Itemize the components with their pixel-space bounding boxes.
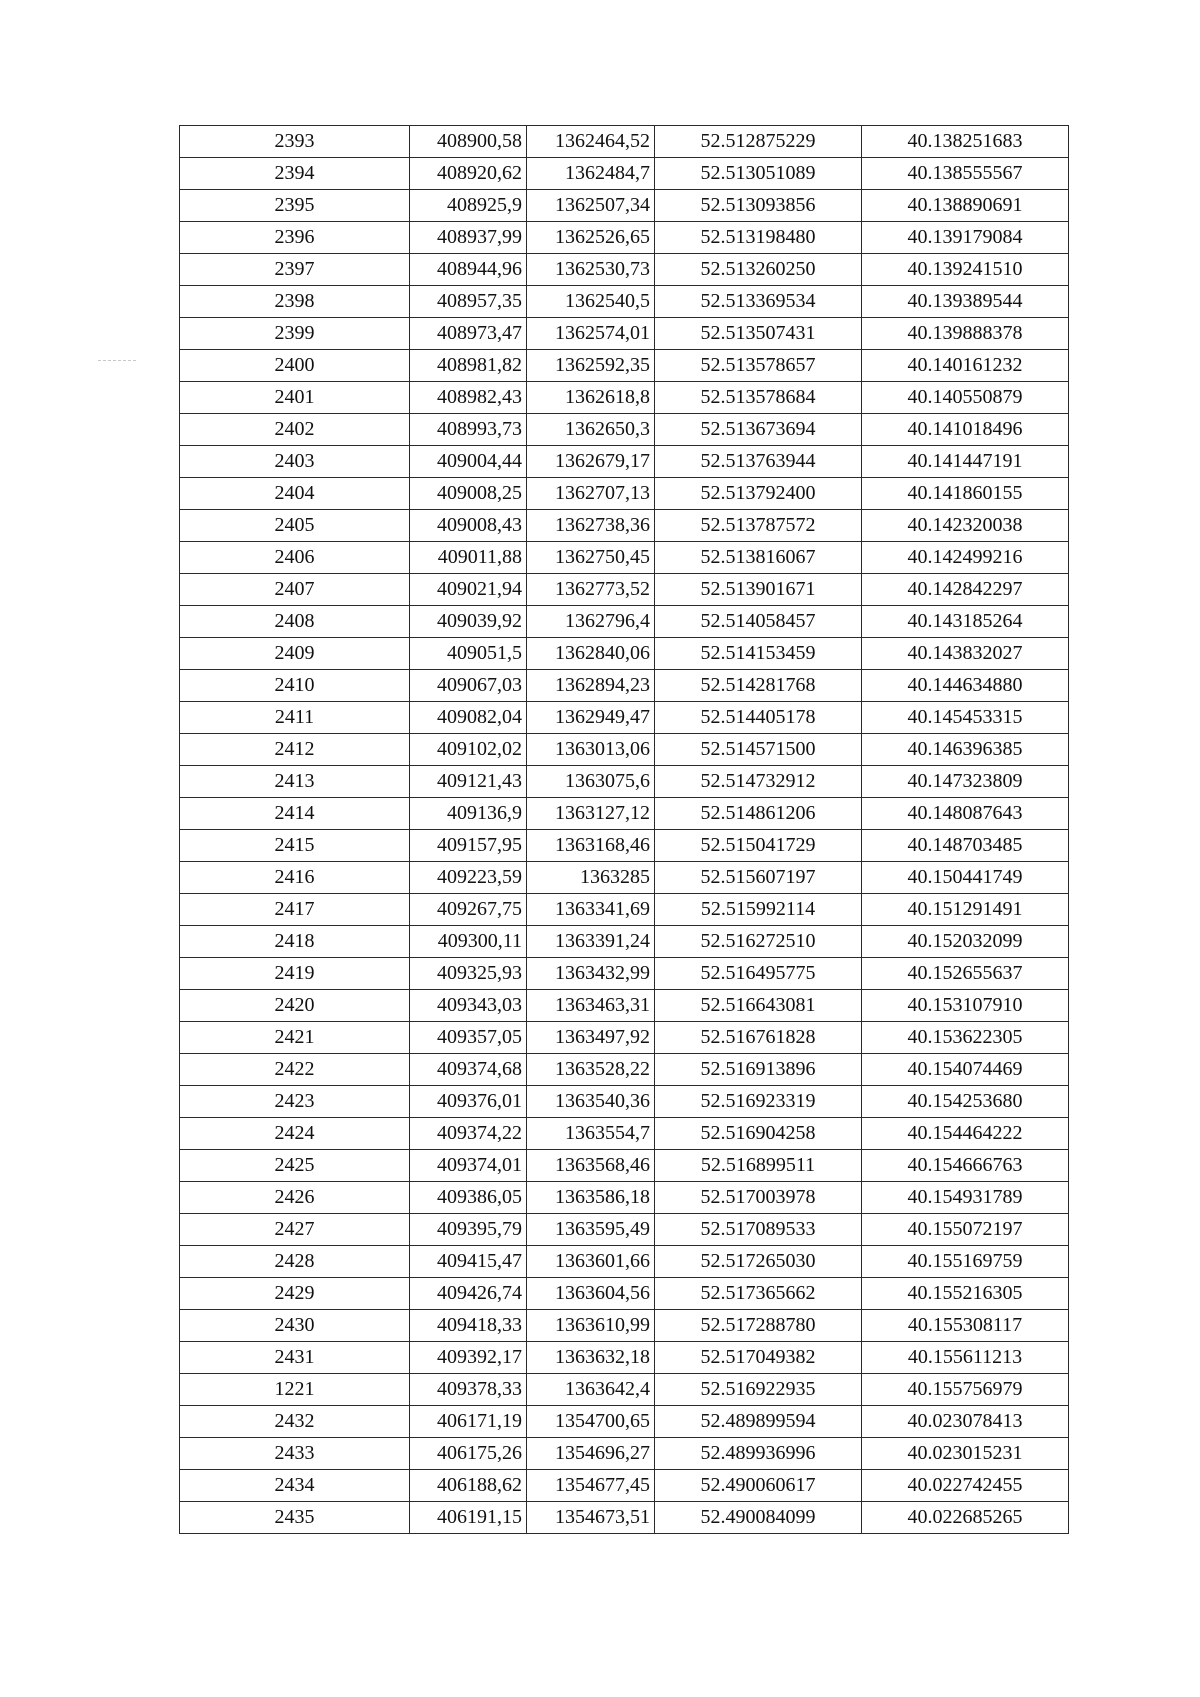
y-coordinate-cell: 1363610,99: [527, 1310, 655, 1342]
longitude-cell: 40.154253680: [862, 1086, 1069, 1118]
y-coordinate-cell: 1363013,06: [527, 734, 655, 766]
longitude-cell: 40.140550879: [862, 382, 1069, 414]
table-row: [180, 894, 1069, 926]
longitude-cell: 40.154074469: [862, 1054, 1069, 1086]
x-coordinate-cell: 409008,43: [410, 510, 527, 542]
table-row: [180, 1406, 1069, 1438]
table-row: [180, 990, 1069, 1022]
point-number-cell: 2422: [180, 1054, 410, 1086]
table-row: [180, 1246, 1069, 1278]
latitude-cell: 52.517265030: [655, 1246, 862, 1278]
latitude-cell: 52.512875229: [655, 126, 862, 158]
point-number-cell: 2417: [180, 894, 410, 926]
table-row: [180, 158, 1069, 190]
longitude-cell: 40.146396385: [862, 734, 1069, 766]
x-coordinate-cell: 409374,22: [410, 1118, 527, 1150]
point-number-cell: 2427: [180, 1214, 410, 1246]
x-coordinate-cell: 409121,43: [410, 766, 527, 798]
table-row: [180, 478, 1069, 510]
y-coordinate-cell: 1362796,4: [527, 606, 655, 638]
longitude-cell: 40.138555567: [862, 158, 1069, 190]
x-coordinate-cell: 409008,25: [410, 478, 527, 510]
x-coordinate-cell: 409374,68: [410, 1054, 527, 1086]
table-row: [180, 670, 1069, 702]
longitude-cell: 40.141860155: [862, 478, 1069, 510]
y-coordinate-cell: 1363632,18: [527, 1342, 655, 1374]
table-row: [180, 1438, 1069, 1470]
longitude-cell: 40.023015231: [862, 1438, 1069, 1470]
longitude-cell: 40.152655637: [862, 958, 1069, 990]
point-number-cell: 2399: [180, 318, 410, 350]
longitude-cell: 40.140161232: [862, 350, 1069, 382]
x-coordinate-cell: 408944,96: [410, 254, 527, 286]
latitude-cell: 52.514058457: [655, 606, 862, 638]
table-row: [180, 1214, 1069, 1246]
point-number-cell: 2393: [180, 126, 410, 158]
longitude-cell: 40.155216305: [862, 1278, 1069, 1310]
y-coordinate-cell: 1363528,22: [527, 1054, 655, 1086]
table-row: [180, 1342, 1069, 1374]
latitude-cell: 52.516899511: [655, 1150, 862, 1182]
longitude-cell: 40.155072197: [862, 1214, 1069, 1246]
y-coordinate-cell: 1362464,52: [527, 126, 655, 158]
x-coordinate-cell: 409378,33: [410, 1374, 527, 1406]
point-number-cell: 2426: [180, 1182, 410, 1214]
y-coordinate-cell: 1363127,12: [527, 798, 655, 830]
point-number-cell: 2433: [180, 1438, 410, 1470]
point-number-cell: 2398: [180, 286, 410, 318]
table-row: [180, 222, 1069, 254]
latitude-cell: 52.513051089: [655, 158, 862, 190]
x-coordinate-cell: 409343,03: [410, 990, 527, 1022]
point-number-cell: 2401: [180, 382, 410, 414]
latitude-cell: 52.514732912: [655, 766, 862, 798]
table-row: [180, 574, 1069, 606]
y-coordinate-cell: 1363604,56: [527, 1278, 655, 1310]
point-number-cell: 2432: [180, 1406, 410, 1438]
table-row: [180, 318, 1069, 350]
point-number-cell: 2416: [180, 862, 410, 894]
y-coordinate-cell: 1362592,35: [527, 350, 655, 382]
x-coordinate-cell: 409386,05: [410, 1182, 527, 1214]
y-coordinate-cell: 1362530,73: [527, 254, 655, 286]
table-row: [180, 1150, 1069, 1182]
latitude-cell: 52.490060617: [655, 1470, 862, 1502]
latitude-cell: 52.516922935: [655, 1374, 862, 1406]
longitude-cell: 40.153107910: [862, 990, 1069, 1022]
longitude-cell: 40.155756979: [862, 1374, 1069, 1406]
latitude-cell: 52.517288780: [655, 1310, 862, 1342]
point-number-cell: 2424: [180, 1118, 410, 1150]
y-coordinate-cell: 1363341,69: [527, 894, 655, 926]
longitude-cell: 40.152032099: [862, 926, 1069, 958]
longitude-cell: 40.138251683: [862, 126, 1069, 158]
longitude-cell: 40.141018496: [862, 414, 1069, 446]
longitude-cell: 40.139389544: [862, 286, 1069, 318]
longitude-cell: 40.139888378: [862, 318, 1069, 350]
longitude-cell: 40.143185264: [862, 606, 1069, 638]
point-number-cell: 2420: [180, 990, 410, 1022]
point-number-cell: 2415: [180, 830, 410, 862]
coordinates-table: [179, 125, 1069, 1534]
x-coordinate-cell: 409102,02: [410, 734, 527, 766]
table-row: [180, 766, 1069, 798]
point-number-cell: 2409: [180, 638, 410, 670]
x-coordinate-cell: 406175,26: [410, 1438, 527, 1470]
latitude-cell: 52.489936996: [655, 1438, 862, 1470]
longitude-cell: 40.138890691: [862, 190, 1069, 222]
latitude-cell: 52.514153459: [655, 638, 862, 670]
longitude-cell: 40.142499216: [862, 542, 1069, 574]
latitude-cell: 52.514571500: [655, 734, 862, 766]
y-coordinate-cell: 1354673,51: [527, 1502, 655, 1534]
table-row: [180, 414, 1069, 446]
y-coordinate-cell: 1354696,27: [527, 1438, 655, 1470]
longitude-cell: 40.154666763: [862, 1150, 1069, 1182]
point-number-cell: 2407: [180, 574, 410, 606]
table-row: [180, 542, 1069, 574]
x-coordinate-cell: 409011,88: [410, 542, 527, 574]
point-number-cell: 2429: [180, 1278, 410, 1310]
x-coordinate-cell: 409415,47: [410, 1246, 527, 1278]
y-coordinate-cell: 1363595,49: [527, 1214, 655, 1246]
longitude-cell: 40.154931789: [862, 1182, 1069, 1214]
latitude-cell: 52.513792400: [655, 478, 862, 510]
latitude-cell: 52.517003978: [655, 1182, 862, 1214]
latitude-cell: 52.514281768: [655, 670, 862, 702]
latitude-cell: 52.517049382: [655, 1342, 862, 1374]
y-coordinate-cell: 1362840,06: [527, 638, 655, 670]
latitude-cell: 52.516272510: [655, 926, 862, 958]
longitude-cell: 40.143832027: [862, 638, 1069, 670]
x-coordinate-cell: 409136,9: [410, 798, 527, 830]
latitude-cell: 52.513787572: [655, 510, 862, 542]
x-coordinate-cell: 409039,92: [410, 606, 527, 638]
x-coordinate-cell: 409051,5: [410, 638, 527, 670]
table-row: [180, 1310, 1069, 1342]
latitude-cell: 52.515992114: [655, 894, 862, 926]
longitude-cell: 40.142320038: [862, 510, 1069, 542]
point-number-cell: 2430: [180, 1310, 410, 1342]
longitude-cell: 40.151291491: [862, 894, 1069, 926]
latitude-cell: 52.513763944: [655, 446, 862, 478]
y-coordinate-cell: 1362526,65: [527, 222, 655, 254]
y-coordinate-cell: 1362540,5: [527, 286, 655, 318]
table-row: [180, 446, 1069, 478]
x-coordinate-cell: 408925,9: [410, 190, 527, 222]
y-coordinate-cell: 1354677,45: [527, 1470, 655, 1502]
latitude-cell: 52.513578657: [655, 350, 862, 382]
latitude-cell: 52.515607197: [655, 862, 862, 894]
point-number-cell: 2423: [180, 1086, 410, 1118]
table-row: [180, 830, 1069, 862]
longitude-cell: 40.155308117: [862, 1310, 1069, 1342]
y-coordinate-cell: 1362738,36: [527, 510, 655, 542]
longitude-cell: 40.023078413: [862, 1406, 1069, 1438]
table-row: [180, 382, 1069, 414]
x-coordinate-cell: 408993,73: [410, 414, 527, 446]
longitude-cell: 40.144634880: [862, 670, 1069, 702]
y-coordinate-cell: 1362679,17: [527, 446, 655, 478]
latitude-cell: 52.513578684: [655, 382, 862, 414]
point-number-cell: 2425: [180, 1150, 410, 1182]
point-number-cell: 2394: [180, 158, 410, 190]
point-number-cell: 2419: [180, 958, 410, 990]
longitude-cell: 40.139241510: [862, 254, 1069, 286]
point-number-cell: 2434: [180, 1470, 410, 1502]
y-coordinate-cell: 1363540,36: [527, 1086, 655, 1118]
y-coordinate-cell: 1363391,24: [527, 926, 655, 958]
y-coordinate-cell: 1362773,52: [527, 574, 655, 606]
table-row: [180, 926, 1069, 958]
point-number-cell: 2428: [180, 1246, 410, 1278]
table-row: [180, 734, 1069, 766]
y-coordinate-cell: 1362507,34: [527, 190, 655, 222]
table-row: [180, 190, 1069, 222]
point-number-cell: 2408: [180, 606, 410, 638]
y-coordinate-cell: 1363642,4: [527, 1374, 655, 1406]
latitude-cell: 52.514861206: [655, 798, 862, 830]
point-number-cell: 2402: [180, 414, 410, 446]
x-coordinate-cell: 409157,95: [410, 830, 527, 862]
point-number-cell: 2413: [180, 766, 410, 798]
y-coordinate-cell: 1362574,01: [527, 318, 655, 350]
longitude-cell: 40.147323809: [862, 766, 1069, 798]
latitude-cell: 52.516643081: [655, 990, 862, 1022]
longitude-cell: 40.154464222: [862, 1118, 1069, 1150]
table-row: [180, 638, 1069, 670]
table-row: [180, 286, 1069, 318]
x-coordinate-cell: 409418,33: [410, 1310, 527, 1342]
longitude-cell: 40.148087643: [862, 798, 1069, 830]
x-coordinate-cell: 409376,01: [410, 1086, 527, 1118]
x-coordinate-cell: 408900,58: [410, 126, 527, 158]
latitude-cell: 52.513260250: [655, 254, 862, 286]
point-number-cell: 2418: [180, 926, 410, 958]
latitude-cell: 52.513198480: [655, 222, 862, 254]
y-coordinate-cell: 1363075,6: [527, 766, 655, 798]
x-coordinate-cell: 409395,79: [410, 1214, 527, 1246]
y-coordinate-cell: 1354700,65: [527, 1406, 655, 1438]
longitude-cell: 40.022685265: [862, 1502, 1069, 1534]
latitude-cell: 52.513673694: [655, 414, 862, 446]
table-row: [180, 1278, 1069, 1310]
x-coordinate-cell: 409426,74: [410, 1278, 527, 1310]
table-row: [180, 1118, 1069, 1150]
table-row: [180, 1502, 1069, 1534]
point-number-cell: 2395: [180, 190, 410, 222]
table-row: [180, 510, 1069, 542]
latitude-cell: 52.513369534: [655, 286, 862, 318]
table-row: [180, 862, 1069, 894]
longitude-cell: 40.139179084: [862, 222, 1069, 254]
latitude-cell: 52.513093856: [655, 190, 862, 222]
x-coordinate-cell: 406171,19: [410, 1406, 527, 1438]
latitude-cell: 52.514405178: [655, 702, 862, 734]
x-coordinate-cell: 409021,94: [410, 574, 527, 606]
x-coordinate-cell: 408957,35: [410, 286, 527, 318]
latitude-cell: 52.489899594: [655, 1406, 862, 1438]
x-coordinate-cell: 406188,62: [410, 1470, 527, 1502]
point-number-cell: 2404: [180, 478, 410, 510]
y-coordinate-cell: 1363601,66: [527, 1246, 655, 1278]
x-coordinate-cell: 409223,59: [410, 862, 527, 894]
point-number-cell: 2406: [180, 542, 410, 574]
table-row: [180, 606, 1069, 638]
y-coordinate-cell: 1362894,23: [527, 670, 655, 702]
longitude-cell: 40.142842297: [862, 574, 1069, 606]
y-coordinate-cell: 1362707,13: [527, 478, 655, 510]
x-coordinate-cell: 409082,04: [410, 702, 527, 734]
latitude-cell: 52.513816067: [655, 542, 862, 574]
longitude-cell: 40.155611213: [862, 1342, 1069, 1374]
longitude-cell: 40.153622305: [862, 1022, 1069, 1054]
y-coordinate-cell: 1363168,46: [527, 830, 655, 862]
point-number-cell: 2435: [180, 1502, 410, 1534]
y-coordinate-cell: 1363463,31: [527, 990, 655, 1022]
table-row: [180, 1374, 1069, 1406]
point-number-cell: 2411: [180, 702, 410, 734]
latitude-cell: 52.517089533: [655, 1214, 862, 1246]
point-number-cell: 2405: [180, 510, 410, 542]
x-coordinate-cell: 408920,62: [410, 158, 527, 190]
y-coordinate-cell: 1362750,45: [527, 542, 655, 574]
scan-artifact-mark: [98, 360, 136, 361]
y-coordinate-cell: 1363497,92: [527, 1022, 655, 1054]
x-coordinate-cell: 409267,75: [410, 894, 527, 926]
y-coordinate-cell: 1362618,8: [527, 382, 655, 414]
x-coordinate-cell: 409392,17: [410, 1342, 527, 1374]
x-coordinate-cell: 409374,01: [410, 1150, 527, 1182]
table-row: [180, 1086, 1069, 1118]
point-number-cell: 2431: [180, 1342, 410, 1374]
longitude-cell: 40.155169759: [862, 1246, 1069, 1278]
table-row: [180, 350, 1069, 382]
latitude-cell: 52.490084099: [655, 1502, 862, 1534]
x-coordinate-cell: 409357,05: [410, 1022, 527, 1054]
longitude-cell: 40.150441749: [862, 862, 1069, 894]
x-coordinate-cell: 408981,82: [410, 350, 527, 382]
latitude-cell: 52.516923319: [655, 1086, 862, 1118]
table-row: [180, 126, 1069, 158]
latitude-cell: 52.513507431: [655, 318, 862, 350]
table-row: [180, 1470, 1069, 1502]
point-number-cell: 2396: [180, 222, 410, 254]
point-number-cell: 2403: [180, 446, 410, 478]
latitude-cell: 52.516913896: [655, 1054, 862, 1086]
y-coordinate-cell: 1363568,46: [527, 1150, 655, 1182]
table-row: [180, 798, 1069, 830]
y-coordinate-cell: 1362949,47: [527, 702, 655, 734]
latitude-cell: 52.516761828: [655, 1022, 862, 1054]
table-row: [180, 958, 1069, 990]
point-number-cell: 2412: [180, 734, 410, 766]
point-number-cell: 2397: [180, 254, 410, 286]
x-coordinate-cell: 408937,99: [410, 222, 527, 254]
x-coordinate-cell: 409325,93: [410, 958, 527, 990]
point-number-cell: 2414: [180, 798, 410, 830]
y-coordinate-cell: 1362650,3: [527, 414, 655, 446]
point-number-cell: 1221: [180, 1374, 410, 1406]
x-coordinate-cell: 409300,11: [410, 926, 527, 958]
y-coordinate-cell: 1363285: [527, 862, 655, 894]
x-coordinate-cell: 409067,03: [410, 670, 527, 702]
point-number-cell: 2410: [180, 670, 410, 702]
y-coordinate-cell: 1363554,7: [527, 1118, 655, 1150]
point-number-cell: 2400: [180, 350, 410, 382]
x-coordinate-cell: 409004,44: [410, 446, 527, 478]
x-coordinate-cell: 408973,47: [410, 318, 527, 350]
point-number-cell: 2421: [180, 1022, 410, 1054]
latitude-cell: 52.516904258: [655, 1118, 862, 1150]
coordinates-table-body: [180, 126, 1069, 1534]
x-coordinate-cell: 406191,15: [410, 1502, 527, 1534]
table-row: [180, 702, 1069, 734]
y-coordinate-cell: 1362484,7: [527, 158, 655, 190]
longitude-cell: 40.148703485: [862, 830, 1069, 862]
longitude-cell: 40.145453315: [862, 702, 1069, 734]
longitude-cell: 40.022742455: [862, 1470, 1069, 1502]
y-coordinate-cell: 1363586,18: [527, 1182, 655, 1214]
y-coordinate-cell: 1363432,99: [527, 958, 655, 990]
table-row: [180, 254, 1069, 286]
longitude-cell: 40.141447191: [862, 446, 1069, 478]
table-row: [180, 1022, 1069, 1054]
latitude-cell: 52.517365662: [655, 1278, 862, 1310]
table-row: [180, 1182, 1069, 1214]
x-coordinate-cell: 408982,43: [410, 382, 527, 414]
latitude-cell: 52.516495775: [655, 958, 862, 990]
latitude-cell: 52.515041729: [655, 830, 862, 862]
table-row: [180, 1054, 1069, 1086]
latitude-cell: 52.513901671: [655, 574, 862, 606]
